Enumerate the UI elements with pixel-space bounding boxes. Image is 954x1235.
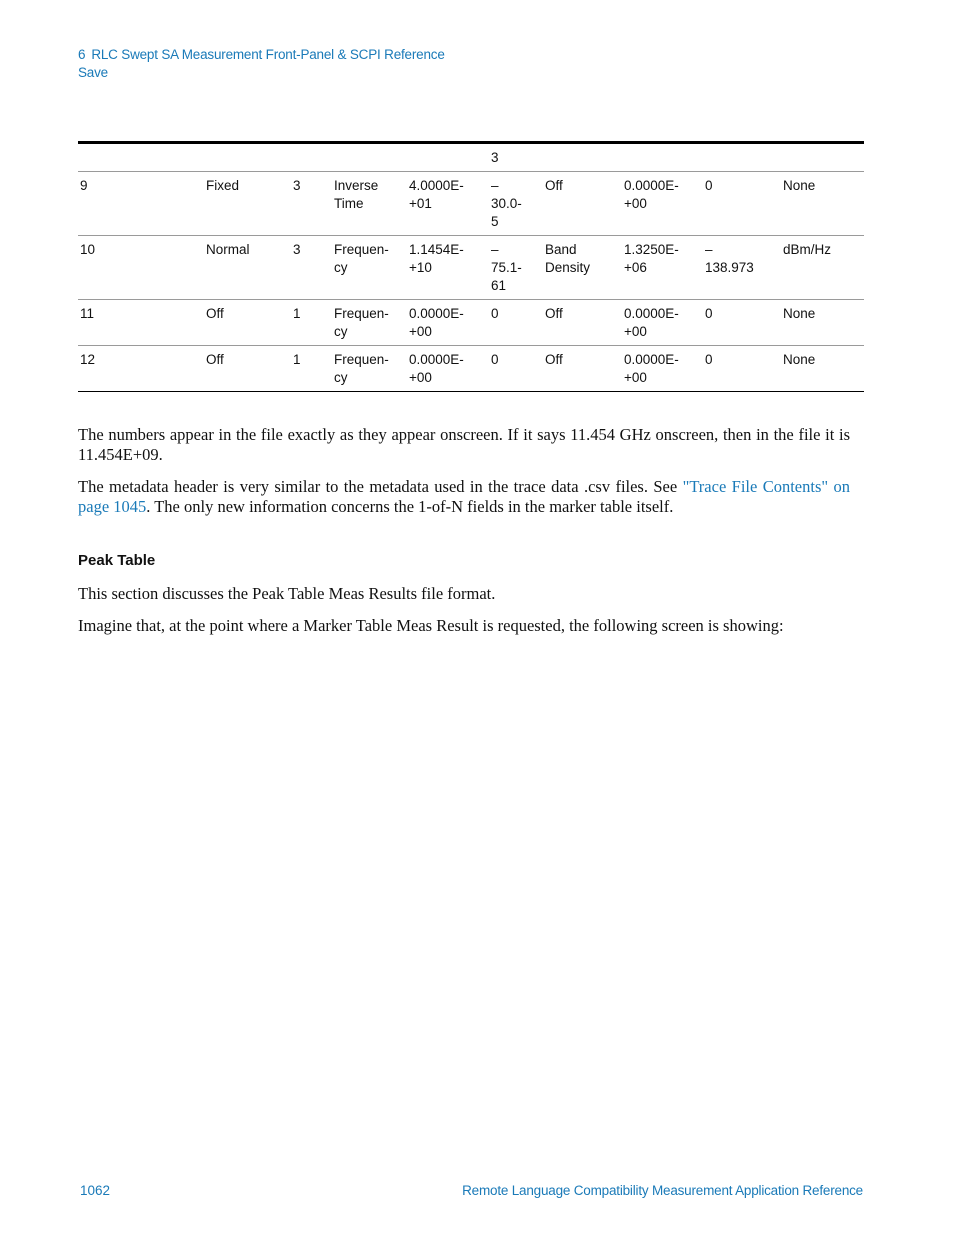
- table-cell: Off: [543, 172, 622, 236]
- table-cell: Off: [543, 300, 622, 346]
- trace-file-contents-link[interactable]: "Trace File Contents" on page 1045: [78, 477, 850, 516]
- table-cell: 0: [489, 300, 543, 346]
- table-cell: 0.0000E- +00: [622, 346, 703, 392]
- chapter-title: RLC Swept SA Measurement Front-Panel & SCPI Reference: [91, 47, 445, 62]
- table-row: [78, 143, 864, 172]
- table-cell: Inverse Time: [332, 172, 407, 236]
- table-cell: 1.1454E- +10: [407, 236, 489, 300]
- table-cell: 0: [703, 300, 781, 346]
- chapter-line: [78, 46, 445, 64]
- section-name: Save: [78, 65, 108, 80]
- table-cell: [204, 143, 291, 172]
- table-cell: 4.0000E- +01: [407, 172, 489, 236]
- footer-page-number: 1062: [80, 1183, 111, 1198]
- table-cell: 1: [291, 300, 332, 346]
- table-cell: [78, 143, 204, 172]
- table-cell: 1: [291, 346, 332, 392]
- table-cell: 0: [489, 346, 543, 392]
- table-cell: – 75.1- 61: [489, 236, 543, 300]
- running-header: [78, 46, 445, 82]
- table-cell: 3: [489, 143, 543, 172]
- table-cell: [703, 143, 781, 172]
- paragraph-numbers-format: The numbers appear in the file exactly as they appear onscreen. If it says 11.454 GHz onscreen, then in the file it is 11.454E+09.: [78, 425, 850, 464]
- table-cell: 12: [78, 346, 204, 392]
- table-cell: [332, 143, 407, 172]
- paragraph-metadata-header: [78, 477, 850, 517]
- section-heading-peak-table: Peak Table: [78, 552, 156, 569]
- table-cell: dBm/Hz: [781, 236, 864, 300]
- marker-table: [78, 141, 864, 392]
- table-cell: Fixed: [204, 172, 291, 236]
- table-cell: None: [781, 346, 864, 392]
- table-cell: [781, 143, 864, 172]
- table-cell: [622, 143, 703, 172]
- table-cell: – 30.0- 5: [489, 172, 543, 236]
- table-cell: Frequen- cy: [332, 300, 407, 346]
- table-cell: Band Density: [543, 236, 622, 300]
- table-cell: 11: [78, 300, 204, 346]
- table-cell: 0.0000E- +00: [407, 346, 489, 392]
- footer-book-title: Remote Language Compatibility Measurement Application Reference: [462, 1183, 863, 1198]
- paragraph-text: . The only new information concerns the 1-of-N fields in the marker table itself.: [146, 497, 674, 516]
- table-cell: 3: [291, 236, 332, 300]
- table-cell: Frequen- cy: [332, 236, 407, 300]
- table-row: [78, 236, 864, 300]
- table-cell: Off: [204, 346, 291, 392]
- table-cell: 0.0000E- +00: [622, 300, 703, 346]
- table-cell: 9: [78, 172, 204, 236]
- table-row: [78, 300, 864, 346]
- table-cell: [543, 143, 622, 172]
- table-row: [78, 172, 864, 236]
- table-cell: 3: [291, 172, 332, 236]
- table-row: [78, 346, 864, 392]
- table-cell: 0.0000E- +00: [407, 300, 489, 346]
- table-cell: Off: [204, 300, 291, 346]
- table-cell: Frequen- cy: [332, 346, 407, 392]
- paragraph-screen-showing: Imagine that, at the point where a Marker Table Meas Result is requested, the following screen is showing:: [78, 616, 784, 635]
- table-cell: 0: [703, 346, 781, 392]
- table-cell: [407, 143, 489, 172]
- paragraph-text: The metadata header is very similar to the metadata used in the trace data .csv files. See: [78, 477, 683, 496]
- table-cell: 10: [78, 236, 204, 300]
- paragraph-peak-table-intro: This section discusses the Peak Table Meas Results file format.: [78, 584, 496, 603]
- table-cell: 0.0000E- +00: [622, 172, 703, 236]
- table-cell: 1.3250E- +06: [622, 236, 703, 300]
- table-cell: None: [781, 172, 864, 236]
- table-cell: 0: [703, 172, 781, 236]
- table-cell: Off: [543, 346, 622, 392]
- table-cell: – 138.973: [703, 236, 781, 300]
- chapter-number: 6: [78, 47, 86, 62]
- table-cell: None: [781, 300, 864, 346]
- table-cell: Normal: [204, 236, 291, 300]
- table-cell: [291, 143, 332, 172]
